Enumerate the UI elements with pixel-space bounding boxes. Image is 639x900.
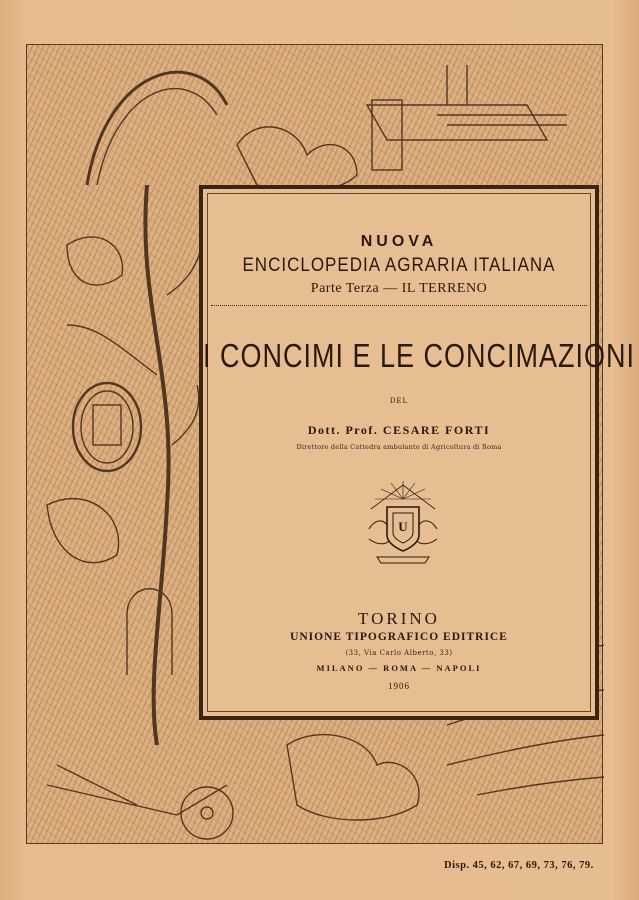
publisher-address: (33, Via Carlo Alberto, 33) xyxy=(345,649,453,657)
publisher-branches: MILANO — ROMA — NAPOLI xyxy=(316,663,482,673)
publication-year: 1906 xyxy=(388,681,410,691)
by-line: DEL xyxy=(389,397,409,405)
divider-rule xyxy=(211,305,587,306)
author-role: Direttore della Cattedra ambulante di Agricoltura di Roma xyxy=(296,443,502,451)
title-panel xyxy=(199,185,636,720)
dispense-numbers: Disp. 45, 62, 67, 69, 73, 76, 79. xyxy=(444,860,594,871)
book-title: I CONCIMI E LE CONCIMAZIONI xyxy=(203,337,636,375)
series-name: NUOVA xyxy=(360,233,438,250)
publisher-emblem xyxy=(361,479,445,569)
publisher-name: UNIONE TIPOGRAFICO EDITRICE xyxy=(290,631,508,643)
series-title: ENCICLOPEDIA AGRARIA ITALIANA xyxy=(242,253,556,276)
series-part: Parte Terza — IL TERRENO xyxy=(310,281,488,296)
svg-text:U: U xyxy=(398,519,408,534)
author-name: Dott. Prof. CESARE FORTI xyxy=(307,423,491,437)
imprint-city: TORINO xyxy=(358,609,440,628)
